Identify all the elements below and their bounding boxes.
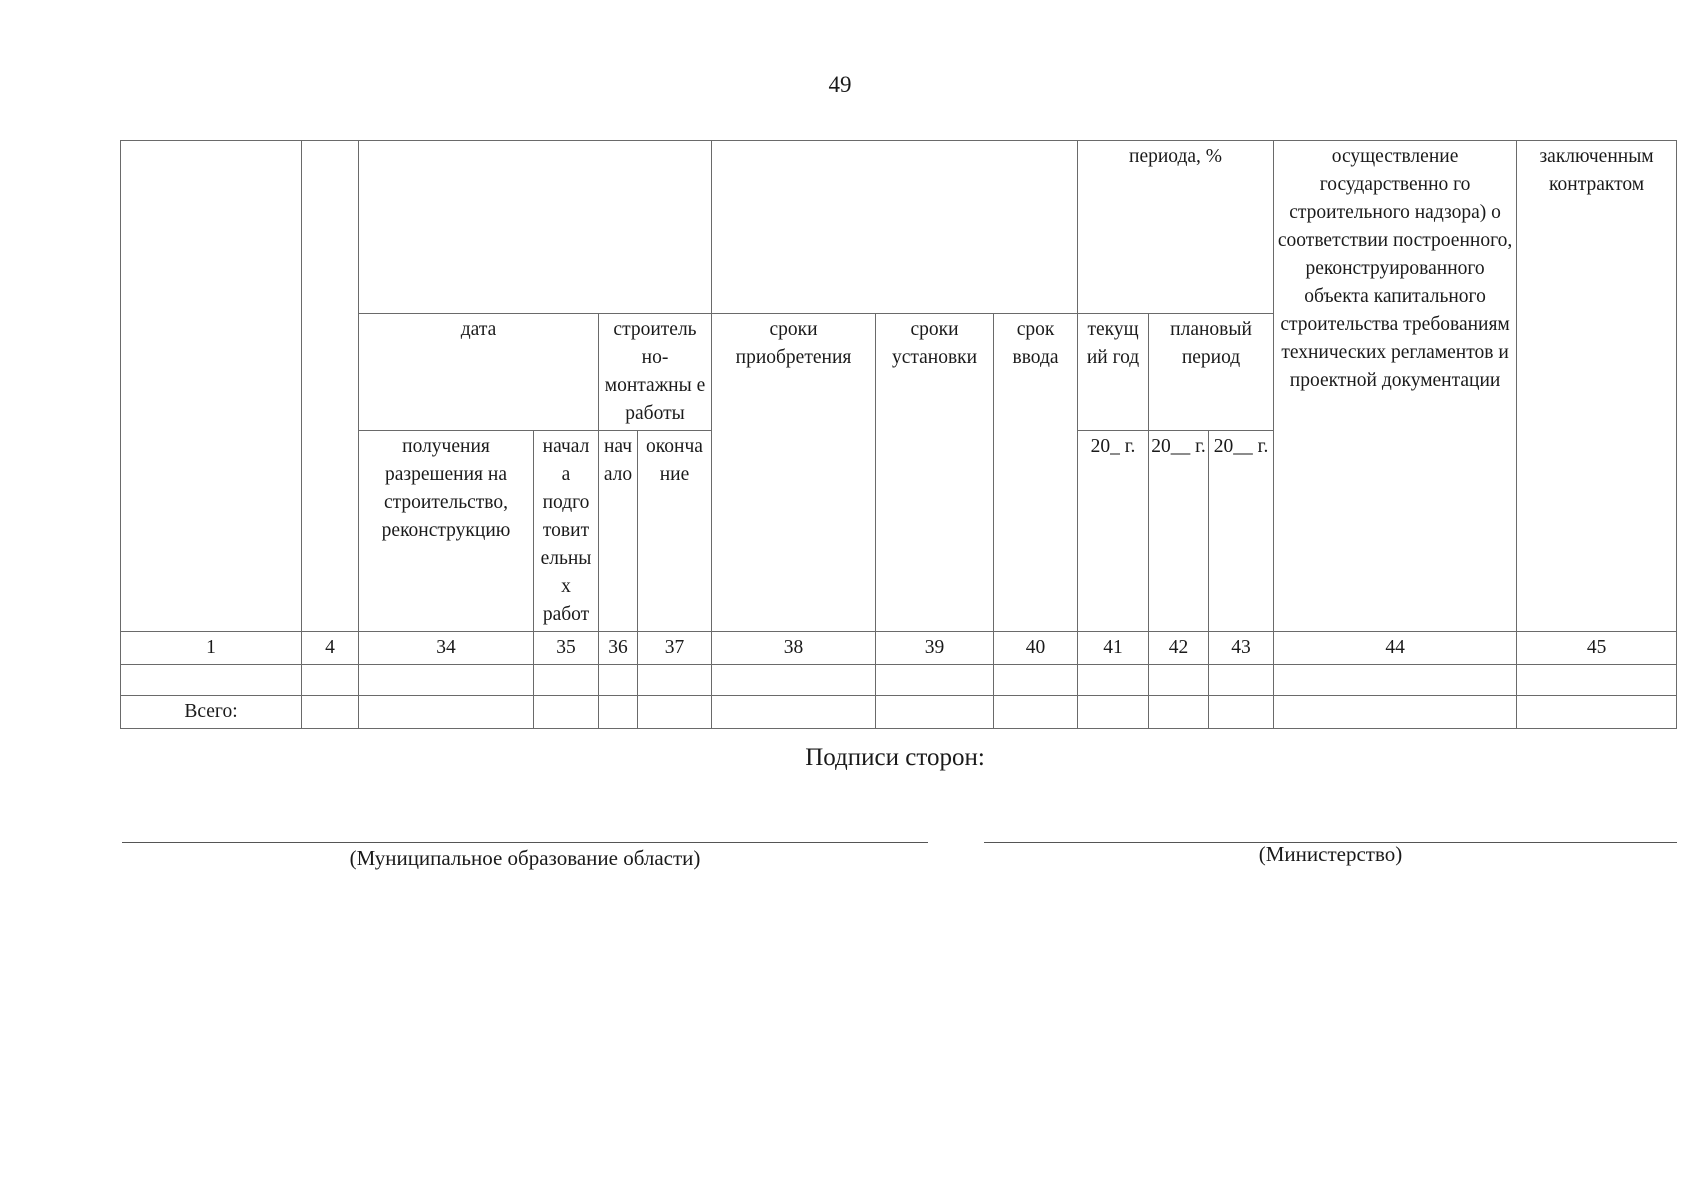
- header-cell-construction-works: строитель но-монтажны е работы: [599, 314, 712, 431]
- header-cell-supervision: осуществление государственно го строительного надзора) о соответствии построенного, реконструированного объекта капитального строительства требованиям технических регламентов и проектной документации: [1274, 141, 1517, 632]
- column-number: 35: [534, 632, 599, 665]
- header-cell-dates-group: [359, 141, 712, 314]
- column-number: 40: [994, 632, 1078, 665]
- header-cell-works-start: нач ало: [599, 431, 638, 632]
- header-cell-commission-term: срок ввода: [994, 314, 1078, 632]
- header-cell-acquisition-terms: сроки приобретения: [712, 314, 876, 632]
- column-number: 38: [712, 632, 876, 665]
- column-number: 39: [876, 632, 994, 665]
- total-row: [121, 696, 1677, 729]
- header-cell-terms-group: [712, 141, 1078, 314]
- column-number: 45: [1517, 632, 1677, 665]
- signature-caption-right: (Министерство): [1258, 842, 1403, 866]
- header-row-1: [121, 141, 1677, 314]
- column-number: 4: [302, 632, 359, 665]
- header-cell-planned-period: плановый период: [1149, 314, 1274, 431]
- header-cell-works-end: оконча ние: [638, 431, 712, 632]
- column-number: 41: [1078, 632, 1149, 665]
- header-cell-date: дата: [359, 314, 599, 431]
- column-number: 37: [638, 632, 712, 665]
- header-cell-prep-works-start: начал а подго товит ельны х работ: [534, 431, 599, 632]
- header-cell-col1: [121, 141, 302, 632]
- signature-line-left: [122, 842, 928, 843]
- column-number: 42: [1149, 632, 1209, 665]
- column-number: 36: [599, 632, 638, 665]
- signature-caption-left: (Муниципальное образование области): [349, 846, 701, 870]
- column-number: 44: [1274, 632, 1517, 665]
- page-number: 49: [828, 72, 852, 97]
- column-number: 34: [359, 632, 534, 665]
- report-table: [120, 140, 1677, 729]
- column-number: 1: [121, 632, 302, 665]
- header-cell-year-1: 20_ г.: [1078, 431, 1149, 632]
- header-cell-col4: [302, 141, 359, 632]
- header-cell-contract: заключенным контрактом: [1517, 141, 1677, 632]
- header-cell-installation-terms: сроки установки: [876, 314, 994, 632]
- header-cell-period-percent: периода, %: [1078, 141, 1274, 314]
- total-label: Всего:: [121, 696, 302, 729]
- header-cell-year-3: 20__ г.: [1209, 431, 1274, 632]
- table-row: [121, 665, 1677, 696]
- column-number: 43: [1209, 632, 1274, 665]
- header-cell-current-year: текущ ий год: [1078, 314, 1149, 431]
- column-number-row: [121, 632, 1677, 665]
- signatures-title: Подписи сторон:: [805, 744, 985, 771]
- header-cell-permit-date: получения разрешения на строительство, реконструкцию: [359, 431, 534, 632]
- header-cell-year-2: 20__ г.: [1149, 431, 1209, 632]
